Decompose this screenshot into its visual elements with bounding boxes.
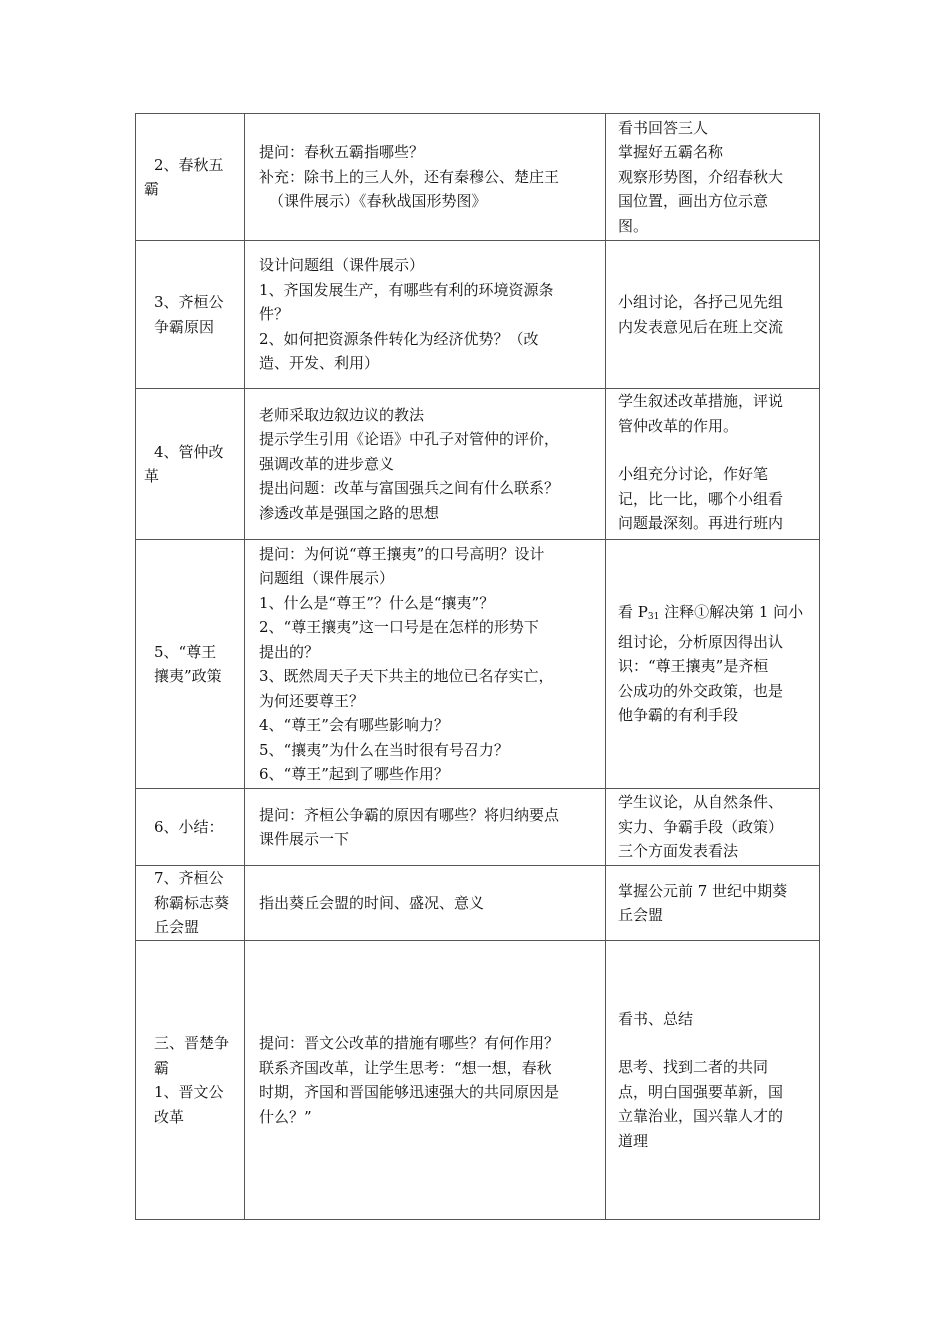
student-text: 图。 <box>618 216 649 235</box>
section-text: 革 <box>144 467 160 485</box>
section-text: 霸 <box>144 180 160 198</box>
page-subscript: 31 <box>647 612 660 623</box>
section-text: 霸 <box>154 1058 170 1077</box>
student-text: 立靠治业，国兴靠人才的 <box>618 1107 784 1126</box>
teacher-text: 渗透改革是强国之路的思想 <box>259 503 440 522</box>
student-text: 小组讨论，各抒己见先组 <box>618 293 784 311</box>
section-text: 称霸标志葵 <box>154 893 230 912</box>
section-text: 2、春秋五 <box>154 155 224 174</box>
student-text: 识：“尊王攘夷”是齐桓 <box>618 657 769 676</box>
teacher-cell <box>245 941 606 1220</box>
teacher-text: 时期，齐国和晋国能够迅速强大的共同原因是 <box>259 1083 560 1101</box>
teacher-text: 5、“攘夷”为什么在当时很有号召力？ <box>259 740 509 759</box>
section-text: 3、齐桓公 <box>154 293 224 311</box>
teacher-text: 设计问题组（课件展示） <box>259 256 425 275</box>
student-text: 记，比一比，哪个小组看 <box>618 489 784 508</box>
teacher-text: 4、“尊王”会有哪些影响力？ <box>259 716 449 734</box>
teacher-cell <box>245 540 606 789</box>
student-cell <box>606 866 820 941</box>
section-text: 7、齐桓公 <box>154 869 224 888</box>
section-cell <box>136 941 245 1220</box>
section-cell <box>136 866 245 941</box>
teacher-text: 2、如何把资源条件转化为经济优势？（改 <box>259 329 539 348</box>
table-row <box>136 114 820 241</box>
student-text: 他争霸的有利手段 <box>618 706 739 725</box>
teacher-text: 提问：为何说“尊王攘夷”的口号高明？设计 <box>259 544 545 563</box>
student-text: 看书回答三人 <box>618 118 709 137</box>
teacher-text: 问题组（课件展示） <box>259 569 395 587</box>
teacher-text: 为何还要尊王？ <box>259 691 365 710</box>
teacher-text: 件？ <box>259 305 290 324</box>
section-cell <box>136 241 245 389</box>
student-text: 观察形势图，介绍春秋大 <box>618 167 784 186</box>
teacher-text: 6、“尊王”起到了哪些作用？ <box>259 765 449 783</box>
teacher-text: 提示学生引用《论语》中孔子对管仲的评价， <box>259 430 560 449</box>
teacher-text: 老师采取边叙边议的教法 <box>259 405 425 424</box>
student-cell <box>606 540 820 789</box>
student-text: 公成功的外交政策，也是 <box>618 681 784 700</box>
teacher-text: 指出葵丘会盟的时间、盛况、意义 <box>259 893 485 912</box>
section-text: 4、管仲改 <box>154 442 224 461</box>
teacher-text: 提出问题：改革与富国强兵之间有什么联系？ <box>259 479 560 498</box>
student-cell <box>606 241 820 389</box>
student-text: 国位置，画出方位示意 <box>618 192 769 211</box>
table-row <box>136 789 820 866</box>
student-text-suffix: 注释①解决第 1 问小 <box>659 603 804 622</box>
lesson-plan-table <box>135 113 820 1220</box>
student-text: 学生叙述改革措施，评说 <box>618 392 784 410</box>
section-text: 1、晋文公 <box>154 1083 224 1101</box>
student-text: 掌握好五霸名称 <box>618 143 724 162</box>
student-text: 看书、总结 <box>618 1009 694 1028</box>
teacher-text: 联系齐国改革，让学生思考：“想一想，春秋 <box>259 1058 552 1077</box>
section-text: 改革 <box>154 1107 185 1126</box>
teacher-text: 课件展示一下 <box>259 830 350 848</box>
student-text: 小组充分讨论，作好笔 <box>618 465 769 483</box>
student-cell <box>606 789 820 866</box>
section-text: 争霸原因 <box>154 317 215 336</box>
student-text: 问题最深刻。再进行班内 <box>618 514 784 532</box>
teacher-cell <box>245 389 606 540</box>
teacher-cell <box>245 866 606 941</box>
teacher-text: 什么？” <box>259 1107 312 1126</box>
teacher-text: 提出的？ <box>259 642 320 661</box>
table-row <box>136 241 820 389</box>
teacher-cell <box>245 789 606 866</box>
student-text: 掌握公元前 7 世纪中期葵 <box>618 881 788 900</box>
student-text: 道理 <box>618 1131 649 1150</box>
table-row <box>136 389 820 540</box>
section-cell <box>136 114 245 241</box>
section-cell <box>136 789 245 866</box>
student-text: 三个方面发表看法 <box>618 842 739 861</box>
teacher-text: 提问：齐桓公争霸的原因有哪些？将归纳要点 <box>259 805 560 824</box>
section-text: 攘夷”政策 <box>154 667 222 685</box>
student-text: 学生议论，从自然条件、 <box>618 793 784 812</box>
student-cell <box>606 389 820 540</box>
student-text: 管仲改革的作用。 <box>618 416 739 435</box>
teacher-text: 补充：除书上的三人外，还有秦穆公、楚庄王 <box>259 167 560 186</box>
teacher-text: 强调改革的进步意义 <box>259 454 395 473</box>
student-text: 点，明白国强要革新，国 <box>618 1082 784 1101</box>
section-text: 5、“尊王 <box>154 642 217 661</box>
student-cell <box>606 114 820 241</box>
table-row <box>136 540 820 789</box>
teacher-text: 3、既然周天子天下共主的地位已名存实亡， <box>259 667 554 685</box>
teacher-text: 造、开发、利用） <box>259 354 380 373</box>
teacher-text: 1、齐国发展生产，有哪些有利的环境资源条 <box>259 280 554 299</box>
section-text: 三、晋楚争 <box>154 1034 230 1052</box>
student-text <box>618 600 813 630</box>
student-text-prefix: 看 P <box>618 603 648 622</box>
teacher-text: 提问：晋文公改革的措施有哪些？有何作用？ <box>259 1034 560 1052</box>
table-row <box>136 941 820 1220</box>
student-cell <box>606 941 820 1220</box>
section-cell <box>136 389 245 540</box>
student-text: 思考、找到二者的共同 <box>618 1058 769 1077</box>
student-text: 内发表意见后在班上交流 <box>618 317 784 336</box>
table-row <box>136 866 820 941</box>
teacher-text: 1、什么是“尊王”？什么是“攘夷”？ <box>259 593 495 612</box>
section-text: 6、小结： <box>154 817 224 836</box>
teacher-text: （课件展示）《春秋战国形势图》 <box>269 192 487 211</box>
student-text: 组讨论，分析原因得出认 <box>618 632 784 651</box>
section-cell <box>136 540 245 789</box>
student-text: 实力、争霸手段（政策） <box>618 817 784 836</box>
student-text: 丘会盟 <box>618 906 664 924</box>
section-text: 丘会盟 <box>154 918 200 937</box>
teacher-text: 提问：春秋五霸指哪些？ <box>259 143 425 162</box>
teacher-cell <box>245 114 606 241</box>
teacher-text: 2、“尊王攘夷”这一口号是在怎样的形势下 <box>259 618 539 636</box>
teacher-cell <box>245 241 606 389</box>
